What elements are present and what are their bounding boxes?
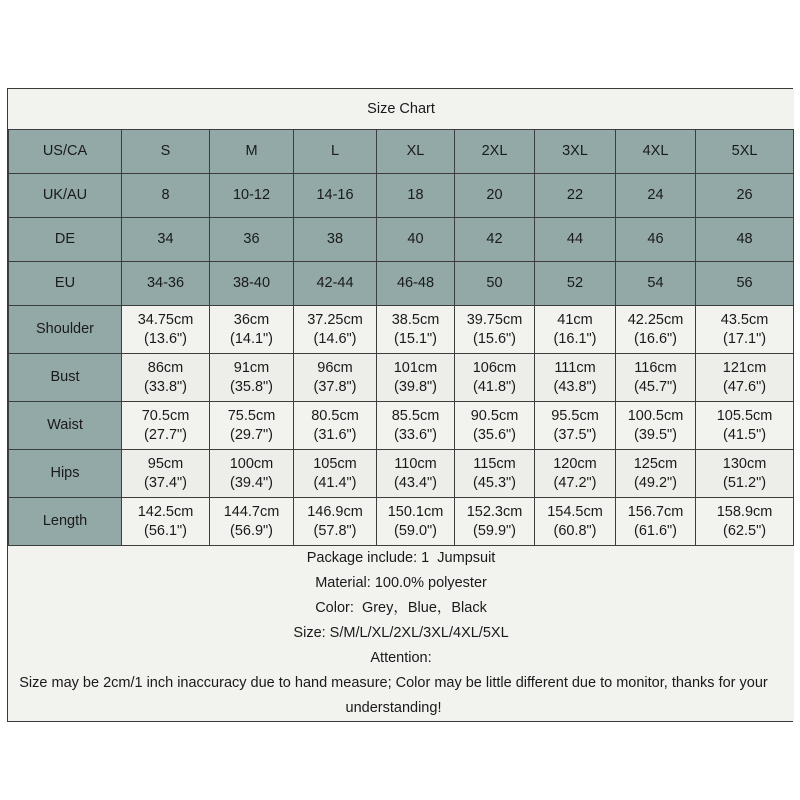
cell-waist-2xl <box>455 402 535 450</box>
table-title-row <box>9 89 794 130</box>
cell-de-2xl: 42 <box>455 218 535 262</box>
cell-us-ca-xl: XL <box>377 130 455 174</box>
value-inch: (37.4") <box>143 474 188 491</box>
value-inch: (56.9") <box>229 522 274 539</box>
table-row-length <box>9 498 794 546</box>
cell-uk-au-l: 14-16 <box>294 174 377 218</box>
value-cm: 116cm <box>634 359 677 376</box>
value-inch: (59.9") <box>472 522 517 539</box>
value-inch: (60.8") <box>553 522 597 539</box>
cell-eu-l: 42-44 <box>294 262 377 306</box>
cell-shoulder-4xl <box>616 306 696 354</box>
value-inch: (39.5") <box>633 426 678 443</box>
value-inch: (47.6") <box>723 378 767 395</box>
cell-shoulder-3xl <box>535 306 616 354</box>
value-cm: 101cm <box>393 359 438 376</box>
value-cm: 100.5cm <box>627 407 684 424</box>
size-chart-container <box>7 88 793 722</box>
cell-us-ca-m: M <box>210 130 294 174</box>
cell-length-l <box>294 498 377 546</box>
cell-uk-au-m: 10-12 <box>210 174 294 218</box>
value-cm: 39.75cm <box>466 311 523 328</box>
cell-uk-au-3xl: 22 <box>535 174 616 218</box>
cell-hips-m <box>210 450 294 498</box>
value-inch: (43.4") <box>393 474 438 491</box>
cell-uk-au-5xl: 26 <box>696 174 794 218</box>
cell-de-xl: 40 <box>377 218 455 262</box>
value-cm: 146.9cm <box>307 503 363 520</box>
note-attention-body: Size may be 2cm/1 inch inaccuracy due to hand measure; Color may be little different due to monitor, thanks for your understanding! <box>19 674 772 716</box>
value-cm: 38.5cm <box>391 311 440 328</box>
value-inch: (33.8") <box>143 378 188 395</box>
cell-hips-5xl <box>696 450 794 498</box>
cell-waist-m <box>210 402 294 450</box>
cell-waist-s <box>122 402 210 450</box>
cell-bust-l <box>294 354 377 402</box>
cell-de-s: 34 <box>122 218 210 262</box>
value-inch: (14.6") <box>313 330 357 347</box>
value-inch: (45.3") <box>472 474 517 491</box>
cell-bust-m <box>210 354 294 402</box>
value-inch: (39.4") <box>229 474 274 491</box>
value-inch: (56.1") <box>143 522 188 539</box>
cell-eu-2xl: 50 <box>455 262 535 306</box>
value-cm: 42.25cm <box>627 311 684 328</box>
value-cm: 36cm <box>233 311 270 328</box>
value-cm: 91cm <box>233 359 270 376</box>
value-inch: (31.6") <box>313 426 357 443</box>
value-cm: 142.5cm <box>137 503 194 520</box>
cell-bust-s <box>122 354 210 402</box>
value-cm: 70.5cm <box>141 407 190 424</box>
value-inch: (27.7") <box>143 426 188 443</box>
value-inch: (14.1") <box>229 330 274 347</box>
value-inch: (43.8") <box>553 378 597 395</box>
value-inch: (61.6") <box>633 522 678 539</box>
cell-hips-2xl <box>455 450 535 498</box>
cell-length-2xl <box>455 498 535 546</box>
cell-shoulder-xl <box>377 306 455 354</box>
value-cm: 86cm <box>147 359 184 376</box>
value-inch: (16.1") <box>553 330 597 347</box>
value-cm: 95.5cm <box>551 407 599 424</box>
value-cm: 100cm <box>229 455 274 472</box>
value-inch: (33.6") <box>393 426 438 443</box>
cell-uk-au-s: 8 <box>122 174 210 218</box>
cell-eu-s: 34-36 <box>122 262 210 306</box>
value-cm: 95cm <box>147 455 184 472</box>
value-inch: (57.8") <box>313 522 357 539</box>
value-cm: 115cm <box>473 455 516 472</box>
cell-bust-2xl <box>455 354 535 402</box>
cell-de-m: 36 <box>210 218 294 262</box>
cell-us-ca-s: S <box>122 130 210 174</box>
cell-waist-3xl <box>535 402 616 450</box>
value-cm: 41cm <box>557 311 593 328</box>
cell-length-m <box>210 498 294 546</box>
cell-eu-3xl: 52 <box>535 262 616 306</box>
value-cm: 80.5cm <box>311 407 359 424</box>
cell-us-ca-4xl: 4XL <box>616 130 696 174</box>
value-cm: 96cm <box>317 359 353 376</box>
cell-hips-s <box>122 450 210 498</box>
table-row-waist <box>9 402 794 450</box>
value-cm: 111cm <box>554 359 596 376</box>
cell-us-ca-2xl: 2XL <box>455 130 535 174</box>
row-label-de: DE <box>9 218 122 262</box>
value-cm: 105cm <box>313 455 357 472</box>
cell-shoulder-l <box>294 306 377 354</box>
notes-text <box>9 546 794 721</box>
value-cm: 120cm <box>553 455 597 472</box>
cell-eu-m: 38-40 <box>210 262 294 306</box>
cell-uk-au-2xl: 20 <box>455 174 535 218</box>
size-chart-table <box>8 89 794 721</box>
cell-us-ca-3xl: 3XL <box>535 130 616 174</box>
cell-shoulder-s <box>122 306 210 354</box>
cell-waist-l <box>294 402 377 450</box>
value-inch: (35.6") <box>472 426 517 443</box>
cell-uk-au-xl: 18 <box>377 174 455 218</box>
value-cm: 144.7cm <box>223 503 280 520</box>
cell-waist-5xl <box>696 402 794 450</box>
table-row-bust <box>9 354 794 402</box>
value-inch: (15.1") <box>393 330 438 347</box>
cell-bust-4xl <box>616 354 696 402</box>
value-inch: (37.5") <box>553 426 597 443</box>
table-row-de <box>9 218 794 262</box>
value-inch: (35.8") <box>229 378 274 395</box>
row-label-length: Length <box>9 498 122 546</box>
cell-de-4xl: 46 <box>616 218 696 262</box>
cell-bust-5xl <box>696 354 794 402</box>
value-inch: (17.1") <box>723 330 767 347</box>
value-cm: 125cm <box>633 455 678 472</box>
cell-eu-4xl: 54 <box>616 262 696 306</box>
cell-shoulder-5xl <box>696 306 794 354</box>
value-cm: 158.9cm <box>716 503 773 520</box>
value-inch: (15.6") <box>472 330 517 347</box>
value-inch: (41.4") <box>313 474 357 491</box>
value-cm: 150.1cm <box>387 503 444 520</box>
value-inch: (62.5") <box>723 522 767 539</box>
note-package: Package include: 1 Jumpsuit <box>306 550 496 566</box>
page-title: Size Chart <box>9 89 794 130</box>
value-cm: 90.5cm <box>470 407 519 424</box>
cell-uk-au-4xl: 24 <box>616 174 696 218</box>
cell-de-3xl: 44 <box>535 218 616 262</box>
cell-de-l: 38 <box>294 218 377 262</box>
table-row-eu <box>9 262 794 306</box>
row-label-hips: Hips <box>9 450 122 498</box>
value-inch: (37.8") <box>313 378 357 395</box>
cell-us-ca-l: L <box>294 130 377 174</box>
note-material: Material: 100.0% polyester <box>315 574 487 591</box>
value-inch: (39.8") <box>393 378 438 395</box>
row-label-waist: Waist <box>9 402 122 450</box>
cell-de-5xl: 48 <box>696 218 794 262</box>
cell-hips-4xl <box>616 450 696 498</box>
cell-length-xl <box>377 498 455 546</box>
row-label-uk-au: UK/AU <box>9 174 122 218</box>
value-cm: 152.3cm <box>466 503 523 520</box>
note-color: Color: Grey，Blue，Black <box>315 599 487 616</box>
cell-shoulder-2xl <box>455 306 535 354</box>
value-cm: 43.5cm <box>720 311 769 328</box>
value-cm: 34.75cm <box>137 311 194 328</box>
cell-length-s <box>122 498 210 546</box>
value-cm: 154.5cm <box>547 503 603 520</box>
cell-us-ca-5xl: 5XL <box>696 130 794 174</box>
row-label-eu: EU <box>9 262 122 306</box>
cell-hips-l <box>294 450 377 498</box>
value-cm: 156.7cm <box>627 503 684 520</box>
value-inch: (51.2") <box>723 474 767 491</box>
value-cm: 75.5cm <box>227 407 276 424</box>
value-cm: 105.5cm <box>716 407 773 424</box>
table-row-shoulder <box>9 306 794 354</box>
cell-eu-xl: 46-48 <box>377 262 455 306</box>
cell-hips-3xl <box>535 450 616 498</box>
cell-hips-xl <box>377 450 455 498</box>
value-inch: (49.2") <box>633 474 678 491</box>
value-inch: (59.0") <box>393 522 438 539</box>
value-cm: 130cm <box>722 455 767 472</box>
value-inch: (29.7") <box>229 426 274 443</box>
cell-waist-xl <box>377 402 455 450</box>
cell-shoulder-m <box>210 306 294 354</box>
table-row-us-ca <box>9 130 794 174</box>
cell-bust-xl <box>377 354 455 402</box>
note-size: Size: S/M/L/XL/2XL/3XL/4XL/5XL <box>293 624 509 641</box>
table-row-hips <box>9 450 794 498</box>
row-label-bust: Bust <box>9 354 122 402</box>
value-inch: (41.8") <box>472 378 517 395</box>
cell-waist-4xl <box>616 402 696 450</box>
table-row-uk-au <box>9 174 794 218</box>
value-cm: 121cm <box>722 359 767 376</box>
cell-length-4xl <box>616 498 696 546</box>
cell-bust-3xl <box>535 354 616 402</box>
cell-eu-5xl: 56 <box>696 262 794 306</box>
notes-section <box>9 546 794 721</box>
value-inch: (45.7") <box>633 378 678 395</box>
cell-length-5xl <box>696 498 794 546</box>
row-label-us-ca: US/CA <box>9 130 122 174</box>
row-label-shoulder: Shoulder <box>9 306 122 354</box>
table-row-notes <box>9 546 794 721</box>
value-cm: 85.5cm <box>391 407 440 424</box>
value-cm: 37.25cm <box>307 311 363 328</box>
value-cm: 110cm <box>394 455 437 472</box>
value-inch: (41.5") <box>723 426 767 443</box>
value-inch: (13.6") <box>143 330 188 347</box>
value-inch: (16.6") <box>633 330 678 347</box>
value-inch: (47.2") <box>553 474 597 491</box>
note-attention-label: Attention: <box>370 649 432 666</box>
value-cm: 106cm <box>472 359 517 376</box>
cell-length-3xl <box>535 498 616 546</box>
